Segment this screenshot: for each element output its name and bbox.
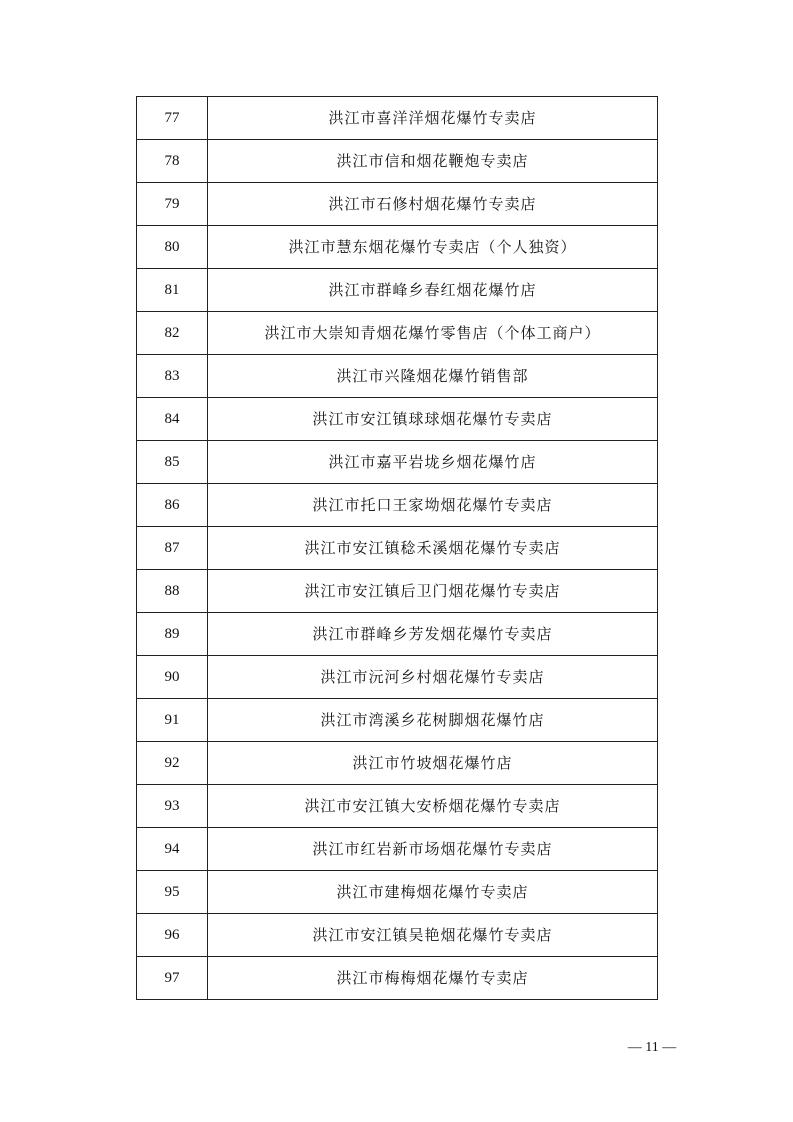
shop-name: 洪江市信和烟花鞭炮专卖店 bbox=[208, 140, 658, 183]
shop-name: 洪江市竹坡烟花爆竹店 bbox=[208, 742, 658, 785]
table-row bbox=[137, 398, 658, 441]
row-number: 97 bbox=[137, 957, 208, 1000]
table-row bbox=[137, 699, 658, 742]
table-row bbox=[137, 527, 658, 570]
shop-name: 洪江市群峰乡春红烟花爆竹店 bbox=[208, 269, 658, 312]
row-number: 85 bbox=[137, 441, 208, 484]
shop-name: 洪江市嘉平岩垅乡烟花爆竹店 bbox=[208, 441, 658, 484]
shop-name: 洪江市安江镇大安桥烟花爆竹专卖店 bbox=[208, 785, 658, 828]
row-number: 81 bbox=[137, 269, 208, 312]
table-row bbox=[137, 140, 658, 183]
table-row bbox=[137, 570, 658, 613]
table-row bbox=[137, 828, 658, 871]
table-row bbox=[137, 914, 658, 957]
row-number: 95 bbox=[137, 871, 208, 914]
row-number: 91 bbox=[137, 699, 208, 742]
row-number: 89 bbox=[137, 613, 208, 656]
table-row bbox=[137, 269, 658, 312]
table-row bbox=[137, 656, 658, 699]
row-number: 93 bbox=[137, 785, 208, 828]
shop-name: 洪江市湾溪乡花树脚烟花爆竹店 bbox=[208, 699, 658, 742]
shop-name: 洪江市大崇知青烟花爆竹零售店（个体工商户） bbox=[208, 312, 658, 355]
table-row bbox=[137, 441, 658, 484]
row-number: 88 bbox=[137, 570, 208, 613]
shop-name: 洪江市托口王家坳烟花爆竹专卖店 bbox=[208, 484, 658, 527]
shop-name: 洪江市石修村烟花爆竹专卖店 bbox=[208, 183, 658, 226]
shop-name: 洪江市红岩新市场烟花爆竹专卖店 bbox=[208, 828, 658, 871]
shop-list-table bbox=[136, 96, 658, 1000]
row-number: 78 bbox=[137, 140, 208, 183]
table-row bbox=[137, 613, 658, 656]
shop-name: 洪江市沅河乡村烟花爆竹专卖店 bbox=[208, 656, 658, 699]
shop-name: 洪江市安江镇后卫门烟花爆竹专卖店 bbox=[208, 570, 658, 613]
row-number: 92 bbox=[137, 742, 208, 785]
row-number: 90 bbox=[137, 656, 208, 699]
table-row bbox=[137, 742, 658, 785]
shop-list-body bbox=[137, 97, 658, 1000]
row-number: 82 bbox=[137, 312, 208, 355]
shop-name: 洪江市慧东烟花爆竹专卖店（个人独资） bbox=[208, 226, 658, 269]
row-number: 83 bbox=[137, 355, 208, 398]
table-row bbox=[137, 484, 658, 527]
shop-name: 洪江市安江镇球球烟花爆竹专卖店 bbox=[208, 398, 658, 441]
row-number: 79 bbox=[137, 183, 208, 226]
table-row bbox=[137, 226, 658, 269]
table-row bbox=[137, 312, 658, 355]
shop-name: 洪江市兴隆烟花爆竹销售部 bbox=[208, 355, 658, 398]
shop-name: 洪江市群峰乡芳发烟花爆竹专卖店 bbox=[208, 613, 658, 656]
row-number: 84 bbox=[137, 398, 208, 441]
table-row bbox=[137, 97, 658, 140]
row-number: 77 bbox=[137, 97, 208, 140]
shop-name: 洪江市安江镇稔禾溪烟花爆竹专卖店 bbox=[208, 527, 658, 570]
row-number: 86 bbox=[137, 484, 208, 527]
row-number: 80 bbox=[137, 226, 208, 269]
shop-name: 洪江市梅梅烟花爆竹专卖店 bbox=[208, 957, 658, 1000]
shop-name: 洪江市喜洋洋烟花爆竹专卖店 bbox=[208, 97, 658, 140]
table-row bbox=[137, 183, 658, 226]
table-row bbox=[137, 355, 658, 398]
row-number: 96 bbox=[137, 914, 208, 957]
table-row bbox=[137, 957, 658, 1000]
shop-name: 洪江市建梅烟花爆竹专卖店 bbox=[208, 871, 658, 914]
row-number: 94 bbox=[137, 828, 208, 871]
page-number: — 11 — bbox=[627, 1040, 677, 1055]
table-row bbox=[137, 785, 658, 828]
shop-name: 洪江市安江镇吴艳烟花爆竹专卖店 bbox=[208, 914, 658, 957]
table-row bbox=[137, 871, 658, 914]
row-number: 87 bbox=[137, 527, 208, 570]
